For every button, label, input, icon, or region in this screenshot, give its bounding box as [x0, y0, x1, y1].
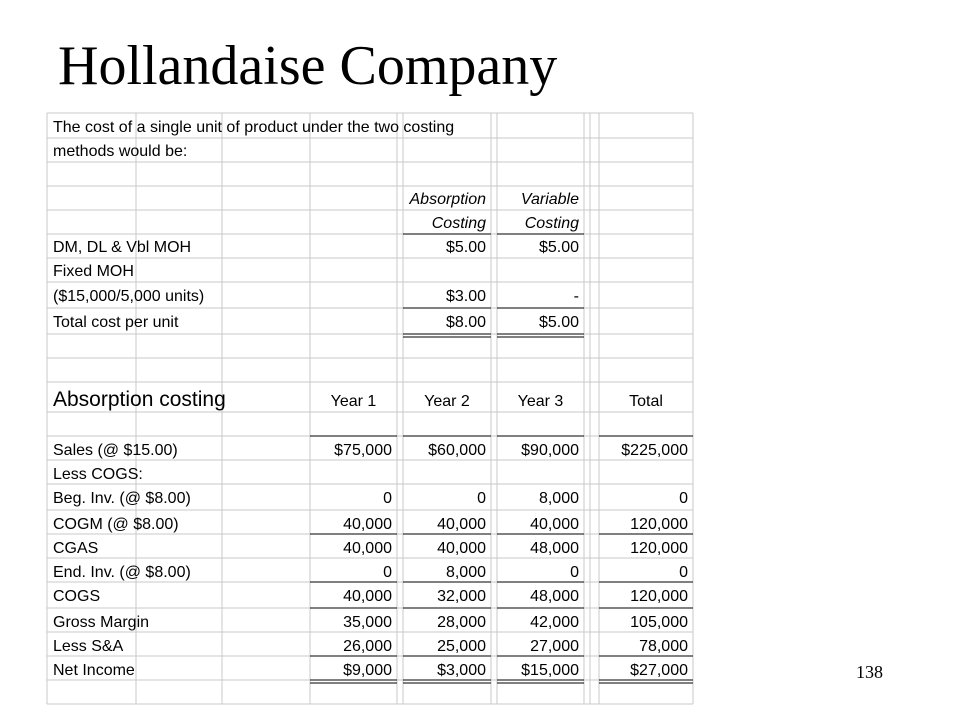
- income-statement-value: 0: [679, 564, 688, 581]
- income-statement-row-label: Gross Margin: [53, 614, 150, 631]
- income-statement-value: 0: [679, 490, 688, 507]
- income-statement-value: 105,000: [630, 614, 688, 631]
- income-statement-value: 48,000: [530, 540, 579, 557]
- year-column-header: Year 1: [330, 393, 377, 410]
- income-statement-value: 120,000: [630, 588, 688, 605]
- unit-cost-row-label: Fixed MOH: [53, 263, 134, 280]
- page-number: 138: [856, 662, 883, 682]
- unit-cost-row-label: ($15,000/5,000 units): [53, 288, 205, 305]
- income-statement-value: 40,000: [437, 516, 486, 533]
- income-statement-value: 0: [383, 490, 392, 507]
- income-statement-row-label: COGM (@ $8.00): [53, 516, 179, 533]
- income-statement-value: $90,000: [521, 442, 579, 459]
- income-statement-value: 0: [570, 564, 579, 581]
- unit-cost-column-header: Variable: [520, 191, 579, 208]
- income-statement-value: 48,000: [530, 588, 579, 605]
- income-statement-value: $15,000: [521, 662, 579, 679]
- year-column-header: Year 3: [517, 393, 564, 410]
- income-statement-value: 42,000: [530, 614, 579, 631]
- income-statement-value: 35,000: [343, 614, 392, 631]
- income-statement-value: $75,000: [334, 442, 392, 459]
- income-statement-value: 8,000: [538, 490, 579, 507]
- unit-cost-row-label: Total cost per unit: [53, 314, 179, 331]
- absorption-heading: Absorption costing: [53, 388, 226, 411]
- income-statement-value: 40,000: [437, 540, 486, 557]
- income-statement-value: $3,000: [437, 662, 486, 679]
- income-statement-row-label: Less S&A: [53, 638, 124, 655]
- income-statement-value: 40,000: [343, 516, 392, 533]
- income-statement-row-label: CGAS: [53, 540, 99, 557]
- absorption-cost-value: $3.00: [445, 288, 486, 305]
- absorption-cost-value: $8.00: [445, 314, 486, 331]
- income-statement-value: 25,000: [437, 638, 486, 655]
- income-statement-value: 40,000: [343, 588, 392, 605]
- income-statement-row-label: Beg. Inv. (@ $8.00): [53, 490, 191, 507]
- income-statement-row-label: Net Income: [53, 662, 135, 679]
- income-statement-value: 32,000: [437, 588, 486, 605]
- year-column-header: Year 2: [424, 393, 470, 410]
- income-statement-value: 26,000: [343, 638, 392, 655]
- income-statement-value: 0: [477, 490, 486, 507]
- unit-cost-column-header: Absorption: [409, 191, 486, 208]
- income-statement-value: $9,000: [343, 662, 392, 679]
- income-statement-value: 78,000: [639, 638, 688, 655]
- income-statement-value: 120,000: [630, 540, 688, 557]
- income-statement-value: 40,000: [530, 516, 579, 533]
- absorption-cost-value: $5.00: [445, 239, 486, 256]
- income-statement-value: 40,000: [343, 540, 392, 557]
- income-statement-value: 0: [383, 564, 392, 581]
- unit-cost-column-header: Costing: [524, 215, 579, 232]
- income-statement-value: 27,000: [530, 638, 579, 655]
- unit-cost-column-header: Costing: [431, 215, 486, 232]
- variable-cost-value: $5.00: [538, 314, 579, 331]
- variable-cost-value: $5.00: [538, 239, 579, 256]
- income-statement-value: $27,000: [630, 662, 688, 679]
- income-statement-value: $60,000: [428, 442, 486, 459]
- unit-cost-row-label: DM, DL & Vbl MOH: [53, 239, 192, 256]
- variable-cost-value: -: [573, 288, 579, 305]
- income-statement-value: 8,000: [445, 564, 486, 581]
- income-statement-value: 120,000: [630, 516, 688, 533]
- income-statement-row-label: End. Inv. (@ $8.00): [53, 564, 191, 581]
- intro-line-2: methods would be:: [53, 143, 188, 160]
- intro-line-1: The cost of a single unit of product under the two costing: [53, 119, 455, 136]
- year-column-header: Total: [629, 393, 663, 410]
- slide-title: Hollandaise Company: [58, 35, 558, 97]
- income-statement-row-label: Sales (@ $15.00): [53, 442, 178, 459]
- income-statement-row-label: COGS: [53, 588, 101, 605]
- income-statement-value: $225,000: [621, 442, 688, 459]
- income-statement-row-label: Less COGS:: [53, 466, 143, 483]
- income-statement-value: 28,000: [437, 614, 486, 631]
